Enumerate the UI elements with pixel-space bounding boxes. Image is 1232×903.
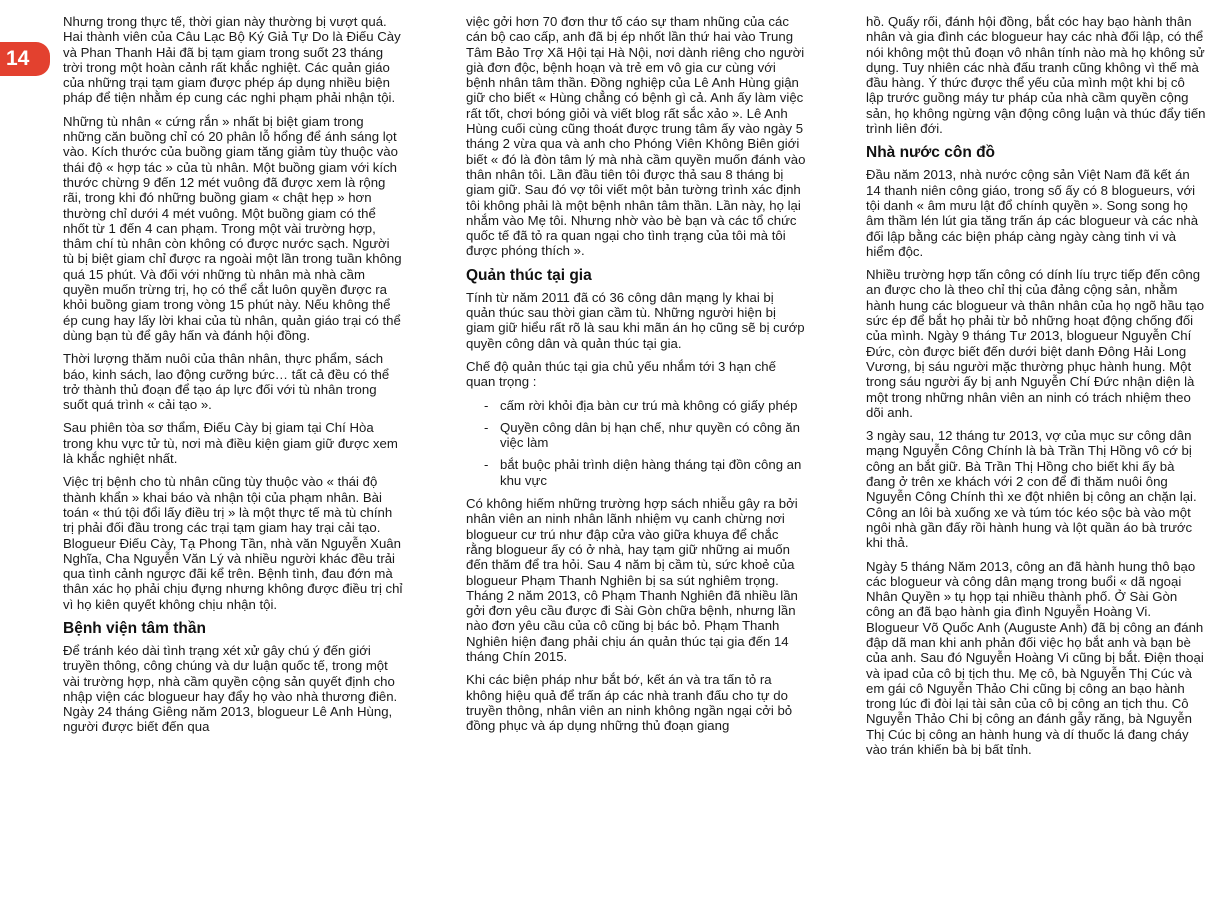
- paragraph: Đầu năm 2013, nhà nước cộng sản Việt Nam đã kết án 14 thanh niên công giáo, trong số ấy có 8 blogueurs, với tội danh « âm mưu lật đổ chính quyền ». Song song họ âm thầm lén lút gia tăng trấn áp các blogueur và các nhà đối lập bằng các biện pháp càng ngày càng tinh vi và hiểm độc.: [866, 167, 1199, 259]
- list-item: - cấm rời khỏi địa bàn cư trú mà không có giấy phép: [484, 398, 806, 413]
- paragraph: Có không hiếm những trường hợp sách nhiễu gây ra bởi nhân viên an ninh nhân lãnh nhiệm vụ canh chừng nơi blogueur cư trú như đập cửa vào giữa khuya để chắc rằng blogueur ấy có ở nhà, hay tạm giữ những ai muốn đến thăm để tra hỏi. Sau 4 năm bị cầm tù, sức khoẻ của blogueur Phạm Thanh Nghiên bị sa sút nghiêm trọng. Tháng 2 năm 2013, cô Phạm Thanh Nghiên đã nhiều lần gởi đơn yêu cầu được đi Sài Gòn chữa bệnh, nhưng lần nào đơn yêu cầu của cô cũng bị bác bỏ. Phạm Thanh Nghiên hiện đang phải chịu án quản thúc tại gia đến 14 tháng Chín 2015.: [466, 496, 798, 664]
- text-column-3: [866, 14, 1206, 899]
- paragraph: Những tù nhân « cứng rắn » nhất bị biệt giam trong những căn buồng chỉ có 20 phân lỗ hổng để ánh sáng lọt vào. Kích thước của buồng giam tăng giảm tùy thuộc vào thái độ « hợp tác » của tù nhân. Một buồng giam với kích thước chừng 9 đến 12 mét vuông đã được xem là rộng rãi, trong khi đó những buồng giam « chật hẹp » hơn thường chỉ dưới 4 mét vuông. Một buồng giam có thể nhốt từ 1 đến 4 can phạm. Trong một vài trường hợp, thâm chí tù nhân còn không có được nước sạch. Người tù bị biệt giam chỉ được ra ngoài một lần trong tuần không quá 15 phút. Và đối với những tù nhân mà nhà cầm quyền muốn trừng trị, họ có thể cắt luôn quyền được ra khỏi buồng giam trong vòng 15 phút này. Nếu không thể ép cung hay lấy lời khai của tù nhân, quản giáo trại có thể dùng bạn tù để gây hấn và đánh hội đồng.: [63, 113, 402, 343]
- list-item: - Quyền công dân bị hạn chế, như quyền có công ăn việc làm: [484, 420, 806, 451]
- paragraph: Ngày 5 tháng Năm 2013, công an đã hành hung thô bạo các blogueur và công dân mạng trong buổi « dã ngoại Nhân Quyền » tụ họp tại nhiều thành phố. Ở Sài Gòn công an đã bạo hành gia đình Nguyễn Hoàng Vi. Blogueur Võ Quốc Anh (Auguste Anh) đã bị công an đánh đập dã man khi anh phản đối việc họ bắt anh và bạn bè của anh. Sau đó Nguyễn Hoàng Vi cũng bị bắt. Điện thoại và ipad của cô bị tịch thu. Mẹ cô, bà Nguyễn Thị Cúc và em gái cô Nguyễn Thảo Chi cũng bị công an bạo hành trong lúc đi đòi lại tài sản của cô bị công an tịch thu. Cô Nguyễn Thảo Chi bị công an đánh gẫy răng, bà Nguyễn Thị Cúc bị công an hành hung và dí thuốc lá đang cháy vào trán khiến bà bị bất tỉnh.: [866, 558, 1204, 758]
- paragraph: 3 ngày sau, 12 tháng tư 2013, vợ của mục sư công dân mạng Nguyễn Công Chính là bà Trần Thị Hồng vô cớ bị công an bắt giữ. Bà Trần Thị Hồng cho biết khi ấy bà đang ở trên xe khách với 2 con để đi thăm nuôi ông Nguyễn Công Chính thì xe đột nhiên bị công an chặn lại. Công an lôi bà xuống xe và túm tóc kéo sộc bà vào một ngôi nhà gần đấy rồi hành hung và lột quần áo bà trước khi thả.: [866, 428, 1197, 551]
- list-item: - bắt buộc phải trình diện hàng tháng tại đồn công an khu vực: [484, 457, 806, 488]
- section-heading: Nhà nước côn đồ: [866, 144, 996, 162]
- text-column-2: [466, 14, 806, 899]
- paragraph: Khi các biện pháp như bắt bớ, kết án và tra tấn tỏ ra không hiệu quả để trấn áp các nhà tranh đấu cho tự do truyền thông, nhân viên an ninh không ngần ngại cởi bỏ đồng phục và áp dụng những thủ đoạn giang: [466, 672, 793, 734]
- text-column-1: [63, 14, 403, 899]
- paragraph: Chế độ quản thúc tại gia chủ yếu nhắm tới 3 hạn chế quan trọng :: [466, 358, 776, 390]
- paragraph: Nhiều trường hợp tấn công có dính líu trực tiếp đến công an được cho là theo chỉ thị của đảng cộng sản, nhằm hành hung các blogueur và thân nhân của họ ngõ hầu tạo sức ép để bắt họ phải từ bỏ những hoạt động chống đối của mình. Ngày 9 tháng Tư 2013, blogueur Nguyễn Chí Đức, còn được biết đến dưới biệt danh Đông Hải Long Vương, bị sáu người mặc thường phục hành hung. Một trong sáu người ấy bị anh Nguyễn Chí Đức nhận diện là một trong những nhân viên an ninh có trách nhiệm theo dõi anh.: [866, 267, 1205, 420]
- paragraph: hồ. Quấy rối, đánh hội đồng, bắt cóc hay bạo hành thân nhân và gia đình các blogueur hay các nhà đối lập, có thể nói không một thủ đoạn vô nhân tính nào mà họ không sử dụng. Tuy nhiên các nhà đấu tranh cũng không vì thế mà đầu hàng. Ý thức được thể yếu của mình một khi bị cô lập trước guồng máy tư pháp của nhà cầm quyền cộng sản, họ không ngừng vận động công luận và thúc đẩy tiến trình liên đới.: [866, 14, 1206, 137]
- restriction-list: [466, 398, 806, 488]
- paragraph: việc gởi hơn 70 đơn thư tố cáo sự tham nhũng của các cán bộ cao cấp, anh đã bị ép nhốt lần thứ hai vào Trung Tâm Bảo Trợ Xã Hội tại Hà Nội, nơi dành riêng cho người già đơn độc, bệnh hoạn và trẻ em vô gia cư cùng với bệnh nhân tâm thần. Đồng nghiệp của Lê Anh Hùng giận giữ cho biết « Hùng chẳng có bệnh gì cả. Anh ấy làm việc rất tốt, chơi bóng giỏi và viết blog rất sắc xảo ». Lê Anh Hùng cuối cùng cũng thoát được trung tâm ấy vào ngày 5 tháng 2 vừa qua và anh cho Phóng Viên Không Biên giới biết « đó là đòn tâm lý mà nhà cầm quyền muốn đánh vào thân nhân tôi. Lần đầu tiên tôi được thả sau 8 tháng bị giam giữ. Sau đó vợ tôi viết một bản tường trình xác định tôi không phải là một bệnh nhân tâm thần. Lần này, họ lại nhắm vào Mẹ tôi. Nhưng nhờ vào bè bạn và các tổ chức quốc tế đã tỏ ra quan ngại cho tình trạng của tôi mà tôi được phóng thích ».: [466, 14, 806, 259]
- paragraph: Thời lượng thăm nuôi của thân nhân, thực phẩm, sách báo, kinh sách, lao động cưỡng bức… tất cả đều có thể trở thành thủ đoạn để tạo áp lực đối với tù nhân trong suốt quá trình « cải tạo ».: [63, 351, 390, 413]
- paragraph: Để tránh kéo dài tình trạng xét xử gây chú ý đến giới truyền thông, công chúng và dư luận quốc tế, trong một vài trường hợp, nhà cầm quyền cộng sản quyết định cho nhập viện các blogueur hay đẩy họ vào nhà thương điên. Ngày 24 tháng Giêng năm 2013, blogueur Lê Anh Hùng, người được biết đến qua: [63, 642, 398, 735]
- section-heading: Quản thúc tại gia: [466, 266, 592, 284]
- page-number-badge: 14: [0, 42, 50, 76]
- paragraph: Sau phiên tòa sơ thẩm, Điếu Cày bị giam tại Chí Hòa trong khu vực tử tù, nơi mà điều kiện giam giữ được xem là khắc nghiệt nhất.: [63, 420, 398, 467]
- section-heading: Bệnh viện tâm thần: [63, 619, 206, 637]
- paragraph: Nhưng trong thực tế, thời gian này thường bị vượt quá. Hai thành viên của Câu Lạc Bộ Ký Giả Tự Do là Điếu Cày và Phan Thanh Hải đã bị tạm giam trong suốt 23 tháng trời trong một hoàn cảnh rất khắc nghiệt. Các quản giáo của những trại tạm giam được phép áp dụng nhiều biện pháp để tiện nhằm ép cung các nghi phạm phải nhận tội.: [63, 14, 401, 106]
- paragraph: Tính từ năm 2011 đã có 36 công dân mạng ly khai bị quản thúc sau thời gian cầm tù. Những người hiện bị giam giữ hiểu rất rõ là sau khi mãn án họ cũng sẽ bị cướp quyền công dân và quản thúc tại gia.: [466, 289, 805, 351]
- paragraph: Việc trị bệnh cho tù nhân cũng tùy thuộc vào « thái độ thành khẩn » khai báo và nhận tội của phạm nhân. Bài toán « thú tội đổi lấy điều trị » là một thực tế mà tù chính trị phải đối đầu trong các trại tạm giam hay trại cải tạo. Blogueur Điếu Cày, Tạ Phong Tần, nhà văn Nguyễn Xuân Nghĩa, Cha Nguyễn Văn Lý và nhiều người khác đều trải qua tình cảnh ngược đãi kể trên. Bệnh tình, đau đớn mà thân xác họ phải chịu đựng nhưng không được điều trị chỉ vì họ kiên quyết không chịu nhận tội.: [63, 474, 403, 612]
